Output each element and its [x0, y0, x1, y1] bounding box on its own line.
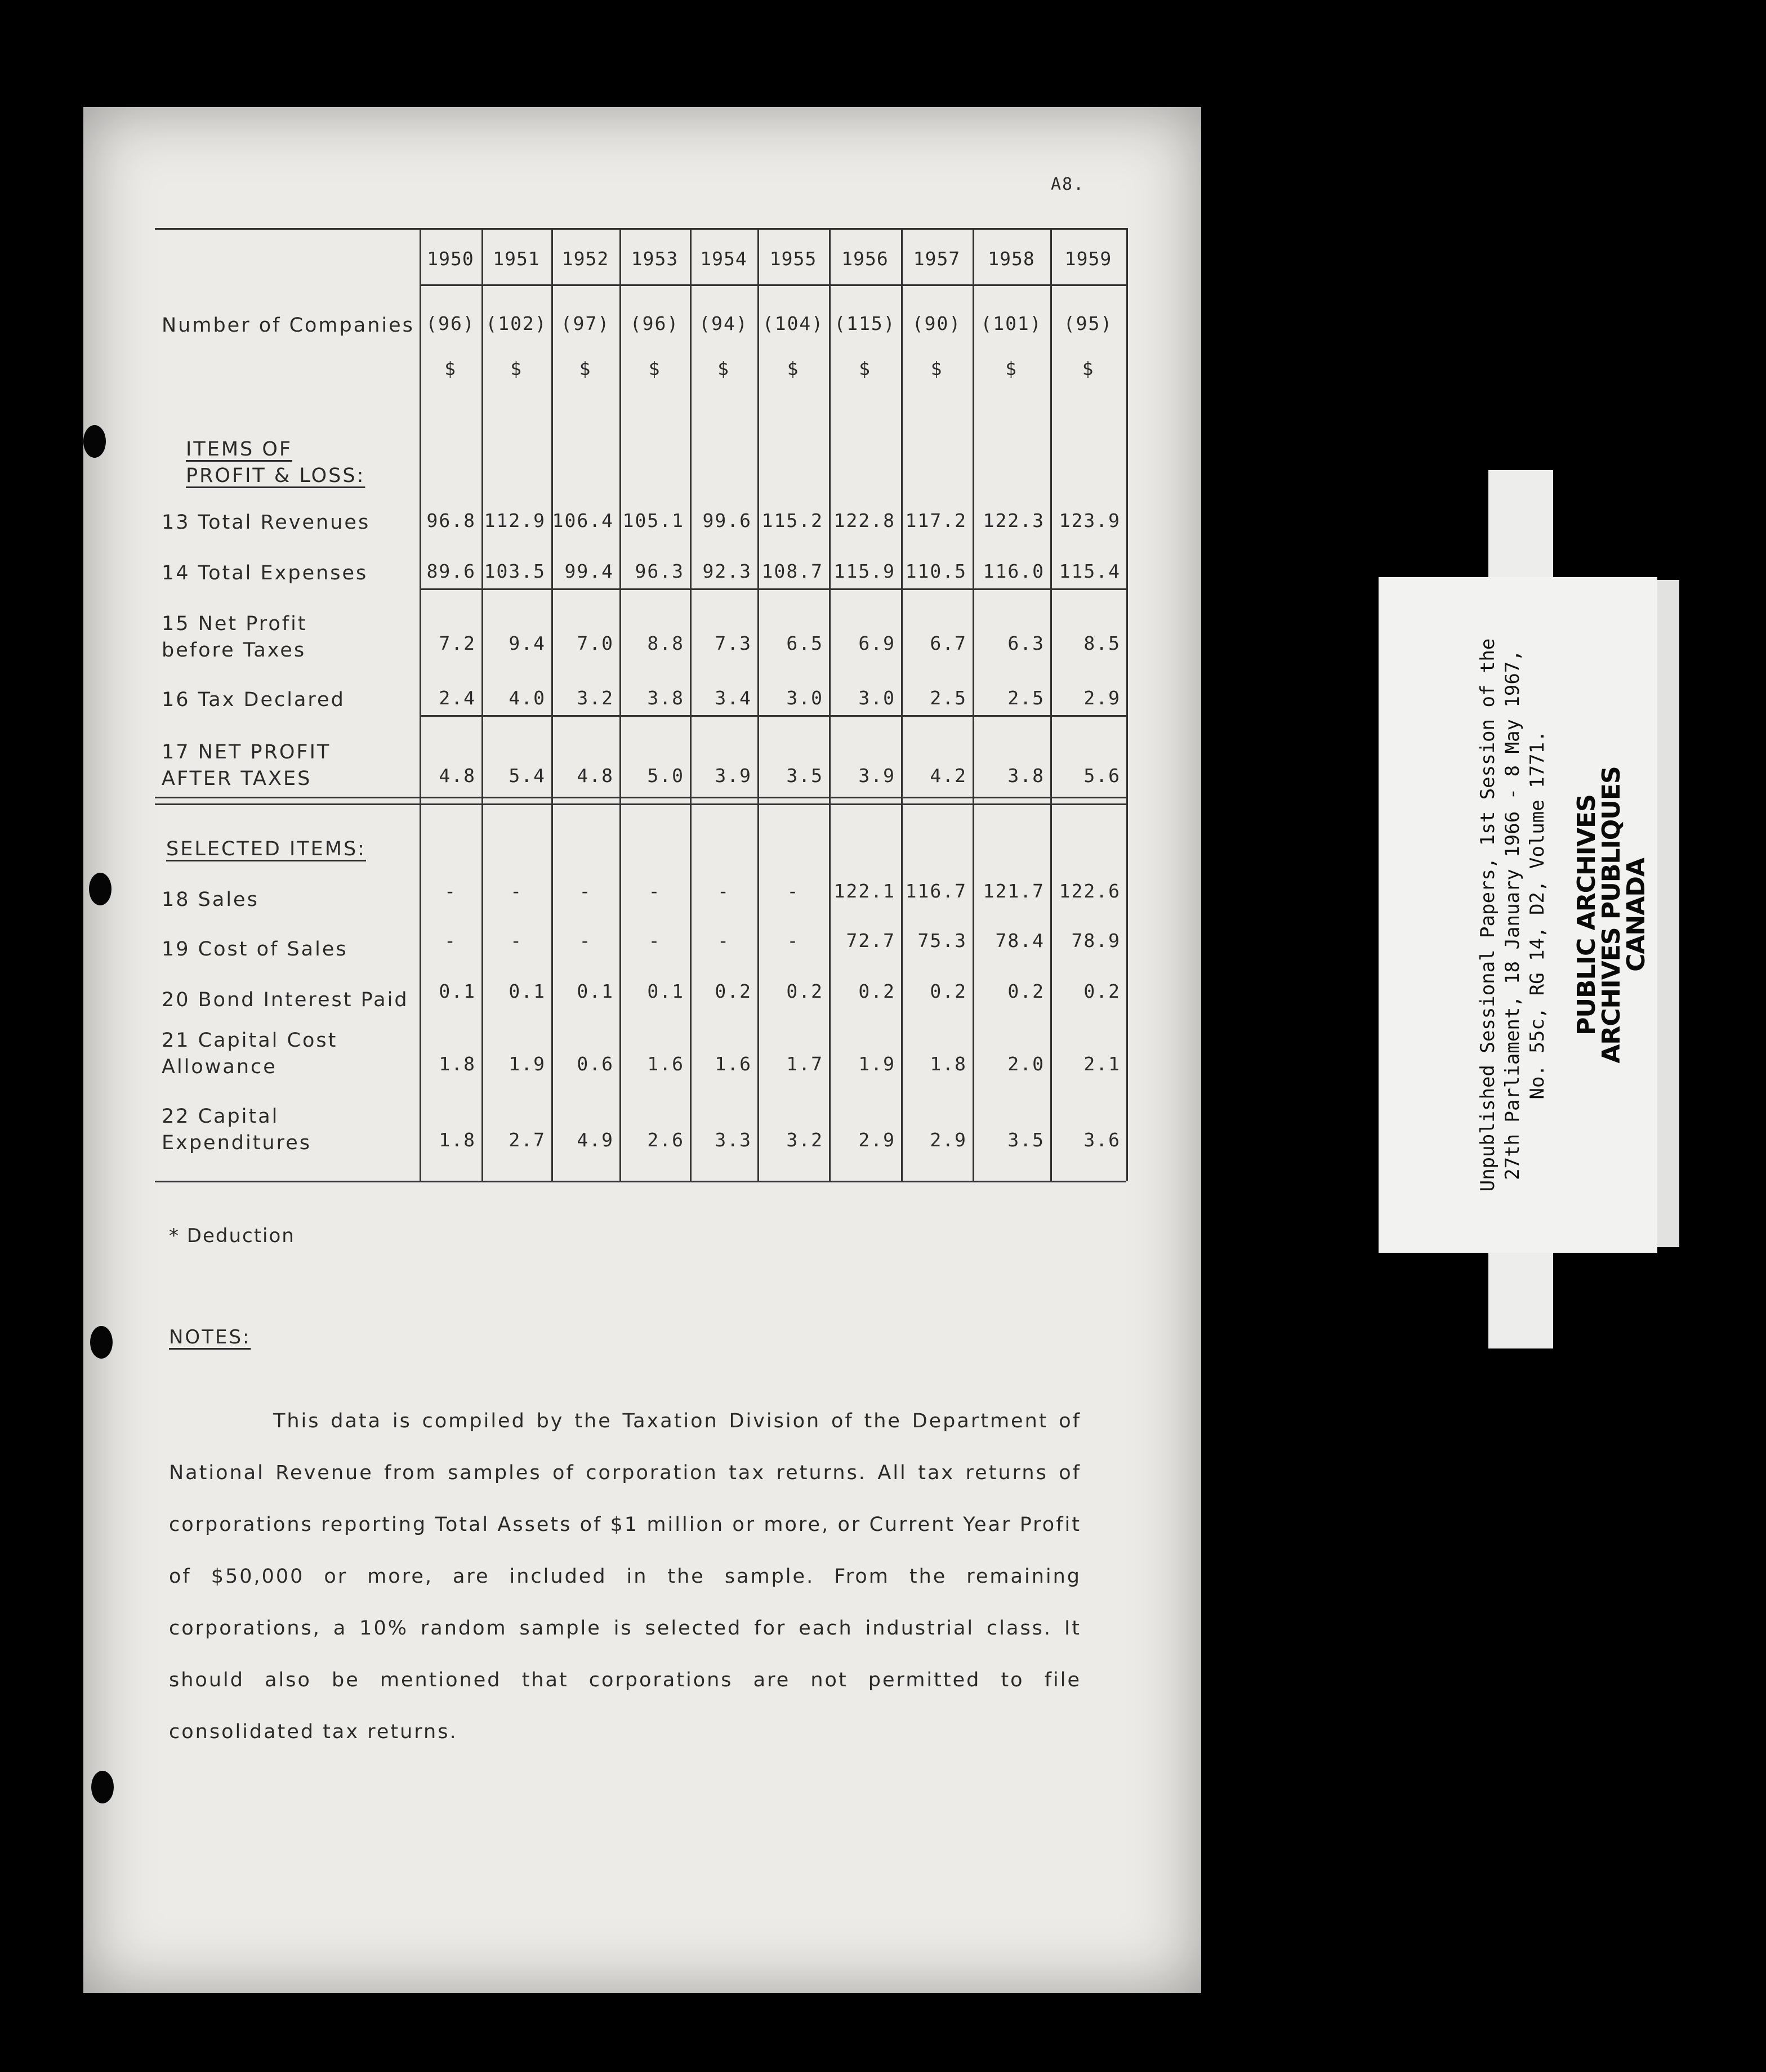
stamp-line-2: ARCHIVES PUBLIQUES: [1597, 766, 1626, 1064]
value-cell: 115.2: [761, 510, 823, 532]
value-cell: 105.1: [622, 510, 684, 532]
value-cell: 2.0: [1007, 1053, 1045, 1075]
value-cell: 2.5: [930, 687, 967, 709]
value-cell: 5.6: [1083, 765, 1121, 787]
value-cell: 3.2: [786, 1129, 823, 1151]
year-header-1953: 1953: [631, 248, 679, 270]
value-cell: 5.4: [509, 765, 546, 787]
value-cell: 0.2: [786, 980, 823, 1002]
year-header-1954: 1954: [700, 248, 747, 270]
value-cell: 0.1: [509, 980, 546, 1002]
value-cell: 1.6: [647, 1053, 684, 1075]
company-count-cell: (94): [699, 312, 748, 334]
tax-bottom-rule: [420, 715, 1126, 717]
value-cell: 7.0: [577, 632, 614, 654]
value-cell: 3.6: [1083, 1129, 1121, 1151]
binder-hole: [91, 1771, 114, 1803]
value-cell: 110.5: [905, 560, 967, 582]
value-cell: 0.2: [1007, 980, 1045, 1002]
value-cell: 2.7: [509, 1129, 546, 1151]
company-count-cell: (96): [630, 312, 680, 334]
value-cell: 2.4: [439, 687, 476, 709]
binder-hole: [83, 425, 106, 458]
value-cell: -: [648, 880, 661, 902]
row-label: 19 Cost of Sales: [162, 938, 348, 961]
value-cell: 122.8: [833, 510, 895, 532]
archive-citation: Unpublished Sessional Papers, 1st Session of the 27th Parliament, 18 January 1966 - 8 May 1967, No. 55c, RG 14, D2, Volume 1771.: [1477, 638, 1549, 1192]
value-cell: -: [717, 880, 730, 902]
table-bottom-rule: [155, 1181, 1126, 1182]
table-top-rule: [155, 228, 1126, 230]
archive-stamp: [1572, 746, 1653, 1084]
value-cell: 1.6: [715, 1053, 752, 1075]
value-cell: 92.3: [702, 560, 752, 582]
value-cell: 4.9: [577, 1129, 614, 1151]
stamp-line-1: PUBLIC ARCHIVES: [1572, 794, 1601, 1035]
value-cell: 99.4: [564, 560, 614, 582]
year-header-1958: 1958: [988, 248, 1035, 270]
binder-hole: [89, 873, 112, 905]
value-cell: 96.3: [635, 560, 684, 582]
company-count-cell: (101): [980, 312, 1042, 334]
value-cell: 122.1: [833, 880, 895, 902]
value-cell: -: [787, 930, 800, 952]
currency-cell: $: [859, 358, 871, 379]
value-cell: 3.2: [577, 687, 614, 709]
value-cell: -: [579, 930, 592, 952]
expenses-bottom-rule: [420, 588, 1126, 590]
currency-cell: $: [717, 358, 730, 379]
value-cell: 3.8: [647, 687, 684, 709]
value-cell: -: [444, 930, 457, 952]
year-header-1952: 1952: [561, 248, 609, 270]
value-cell: 3.9: [715, 765, 752, 787]
value-cell: 3.3: [715, 1129, 752, 1151]
value-cell: 78.4: [995, 930, 1045, 952]
value-cell: 117.2: [905, 510, 967, 532]
value-cell: 8.8: [647, 632, 684, 654]
value-cell: -: [510, 930, 523, 952]
value-cell: 6.7: [930, 632, 967, 654]
value-cell: 2.5: [1007, 687, 1045, 709]
company-count-cell: (102): [485, 312, 547, 334]
row-label: 21 Capital Cost Allowance: [162, 1029, 338, 1078]
value-cell: 0.1: [577, 980, 614, 1002]
currency-cell: $: [510, 358, 523, 379]
footnote: * Deduction: [169, 1225, 295, 1247]
value-cell: 5.0: [647, 765, 684, 787]
company-count-cell: (104): [762, 312, 824, 334]
value-cell: 78.9: [1071, 930, 1121, 952]
value-cell: 112.9: [484, 510, 546, 532]
company-count-cell: (96): [426, 312, 475, 334]
value-cell: -: [510, 880, 523, 902]
company-count-cell: (95): [1063, 312, 1113, 334]
value-cell: 4.8: [577, 765, 614, 787]
section-heading-selected-items: SELECTED ITEMS:: [166, 838, 366, 860]
value-cell: -: [444, 880, 457, 902]
value-cell: 3.5: [1007, 1129, 1045, 1151]
value-cell: 106.4: [552, 510, 614, 532]
value-cell: 0.2: [715, 980, 752, 1002]
value-cell: 72.7: [846, 930, 895, 952]
column-rule: [1126, 228, 1128, 1181]
year-header-1955: 1955: [769, 248, 817, 270]
currency-cell: $: [1082, 358, 1095, 379]
value-cell: 121.7: [983, 880, 1045, 902]
row-label: 14 Total Expenses: [162, 562, 368, 584]
value-cell: 123.9: [1059, 510, 1121, 532]
value-cell: 115.4: [1059, 560, 1121, 582]
value-cell: 0.2: [930, 980, 967, 1002]
value-cell: 122.6: [1059, 880, 1121, 902]
value-cell: 2.9: [1083, 687, 1121, 709]
notes-heading: NOTES:: [169, 1326, 251, 1348]
section-heading-profit-loss: ITEMS OF PROFIT & LOSS:: [186, 438, 365, 487]
year-header-1956: 1956: [841, 248, 889, 270]
value-cell: 7.2: [439, 632, 476, 654]
value-cell: 2.6: [647, 1129, 684, 1151]
double-rule-upper: [155, 797, 1126, 798]
value-cell: 4.2: [930, 765, 967, 787]
notes-body: This data is compiled by the Taxation Division of the Department of National Revenue from samples of corporation tax returns. All tax returns of corporations reporting Total Assets of $1 million or more, or Current Year Profit of $50,000 or more, are included in the sample. From the remaining corporations, a 10% random sample is selected for each industrial class. It should also be mentioned that corporations are not permitted to file consolidated tax returns.: [169, 1410, 1081, 1743]
value-cell: 0.1: [439, 980, 476, 1002]
row-label: 16 Tax Declared: [162, 689, 345, 711]
value-cell: 96.8: [426, 510, 476, 532]
value-cell: 2.1: [1083, 1053, 1121, 1075]
value-cell: 99.6: [702, 510, 752, 532]
value-cell: 1.8: [439, 1129, 476, 1151]
value-cell: 0.2: [858, 980, 895, 1002]
double-rule-lower: [155, 803, 1126, 805]
financial-table: [155, 217, 1126, 1191]
value-cell: 3.9: [858, 765, 895, 787]
row-label: 15 Net Profit before Taxes: [162, 613, 307, 662]
value-cell: 0.6: [577, 1053, 614, 1075]
currency-cell: $: [579, 358, 592, 379]
value-cell: 7.3: [715, 632, 752, 654]
value-cell: 1.7: [786, 1053, 823, 1075]
value-cell: 4.8: [439, 765, 476, 787]
stamp-line-3: CANADA: [1622, 858, 1651, 972]
value-cell: 115.9: [833, 560, 895, 582]
value-cell: 6.3: [1007, 632, 1045, 654]
row-label: 22 Capital Expenditures: [162, 1105, 311, 1154]
row-label-companies: Number of Companies: [162, 314, 414, 337]
currency-cell: $: [648, 358, 661, 379]
header-bottom-rule: [420, 284, 1126, 286]
currency-cell: $: [444, 358, 457, 379]
row-label: 17 NET PROFIT AFTER TAXES: [162, 741, 331, 790]
row-label: 18 Sales: [162, 888, 259, 911]
value-cell: 2.9: [858, 1129, 895, 1151]
currency-cell: $: [930, 358, 943, 379]
company-count-cell: (97): [560, 312, 610, 334]
year-header-1950: 1950: [427, 248, 474, 270]
value-cell: 3.4: [715, 687, 752, 709]
value-cell: 1.8: [930, 1053, 967, 1075]
value-cell: 116.7: [905, 880, 967, 902]
value-cell: 3.5: [786, 765, 823, 787]
value-cell: 75.3: [917, 930, 967, 952]
value-cell: 3.0: [858, 687, 895, 709]
value-cell: 116.0: [983, 560, 1045, 582]
row-label: 20 Bond Interest Paid: [162, 989, 409, 1011]
company-count-cell: (115): [834, 312, 896, 334]
value-cell: 8.5: [1083, 632, 1121, 654]
value-cell: 4.0: [509, 687, 546, 709]
value-cell: 1.9: [509, 1053, 546, 1075]
value-cell: -: [787, 880, 800, 902]
value-cell: 108.7: [761, 560, 823, 582]
value-cell: 6.9: [858, 632, 895, 654]
year-header-1957: 1957: [913, 248, 961, 270]
value-cell: 122.3: [983, 510, 1045, 532]
value-cell: 3.8: [1007, 765, 1045, 787]
value-cell: -: [717, 930, 730, 952]
value-cell: -: [648, 930, 661, 952]
value-cell: 6.5: [786, 632, 823, 654]
value-cell: 1.8: [439, 1053, 476, 1075]
value-cell: 1.9: [858, 1053, 895, 1075]
value-cell: -: [579, 880, 592, 902]
currency-cell: $: [1005, 358, 1018, 379]
value-cell: 0.1: [647, 980, 684, 1002]
year-header-1959: 1959: [1064, 248, 1112, 270]
value-cell: 103.5: [484, 560, 546, 582]
currency-cell: $: [787, 358, 800, 379]
year-header-1951: 1951: [493, 248, 540, 270]
value-cell: 3.0: [786, 687, 823, 709]
value-cell: 2.9: [930, 1129, 967, 1151]
binder-hole: [90, 1326, 113, 1359]
row-label: 13 Total Revenues: [162, 511, 371, 534]
company-count-cell: (90): [912, 312, 962, 334]
page-number: A8.: [1051, 175, 1085, 194]
value-cell: 0.2: [1083, 980, 1121, 1002]
value-cell: 9.4: [509, 632, 546, 654]
value-cell: 89.6: [426, 560, 476, 582]
